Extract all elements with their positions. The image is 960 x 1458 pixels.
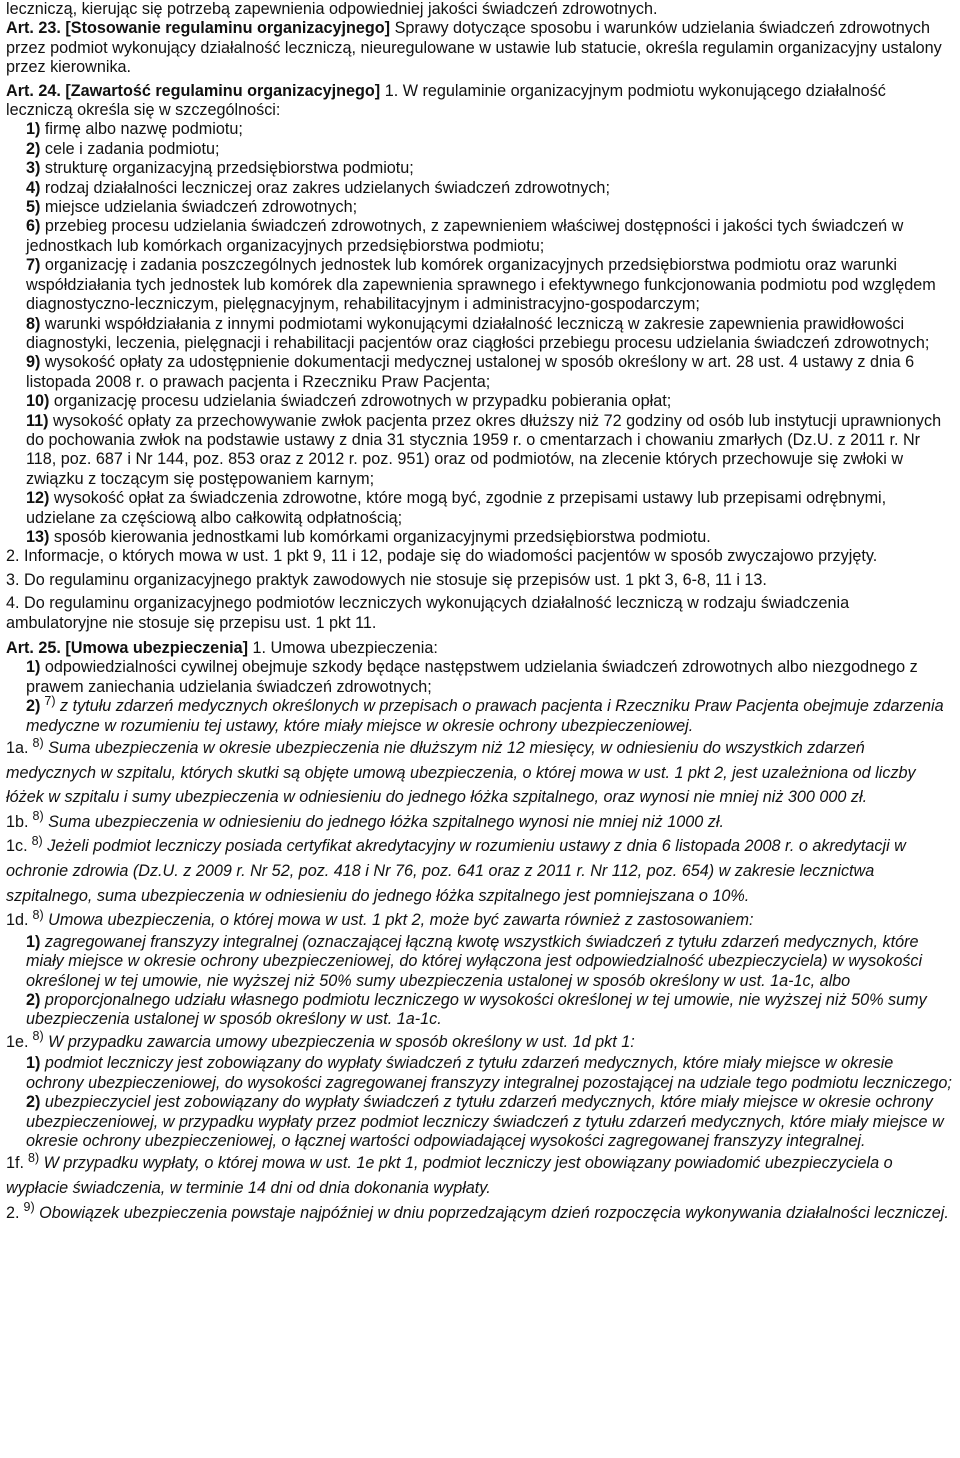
art25-para-1b: 1b. 8) Suma ubezpieczenia w odniesieniu do jednego łóżka szpitalnego wynosi nie mniej niż 1000 zł. — [6, 809, 724, 831]
list-item: 2) ubezpieczyciel jest zobowiązany do wypłaty świadczeń z tytułu zdarzeń medycznych, które miały miejsce w okresie ochrony ubezpieczeniowej, w przypadku wypłaty przez podmiot leczniczy świadczeń z tytułu zdarzeń medycznych, które miały miejsce w okresie ochrony ubezpieczeniowej, o łącznej wartości odpowiadającej wysokości zagregowanej franszyzy integralnej. — [26, 1093, 944, 1151]
art25-paragraph — [6, 639, 953, 658]
list-item: 8) warunki współdziałania z innymi podmiotami wykonującymi działalność leczniczą w zakresie zapewnienia prawidłowości diagnostyki, leczenia, pielęgnacji i rehabilitacji pacjentów oraz ciągłości przebiegu procesu udzielania świadczeń zdrowotnych; — [26, 314, 930, 352]
list-item: 1) firmę albo nazwę podmiotu; — [26, 120, 243, 139]
art25-para-1e: 1e. 8) W przypadku zawarcia umowy ubezpieczenia w sposób określony w ust. 1d pkt 1: — [6, 1029, 635, 1051]
art25-para-1a: 1a. 8) Suma ubezpieczenia w okresie ubezpieczenia nie dłuższym niż 12 miesięcy, w odniesieniu do wszystkich zdarzeń medycznych w szpitalu, których skutki są objęte umową ubezpieczenia, o której mowa w ust. 1 pkt 2, jest uzależniona od liczby łóżek w szpitalu i sumy ubezpieczenia w odniesieniu do jednego łóżka szpitalnego, oraz wynosi nie mniej niż 300 000 zł. — [6, 735, 916, 807]
art24-list — [6, 120, 953, 547]
art24-para-4: 4. Do regulaminu organizacyjnego podmiotów leczniczych wykonujących działalność leczniczą w rodzaju świadczenia ambulatoryjne nie stosuje się przepisu ust. 1 pkt 11. — [6, 594, 850, 632]
list-item: 1) odpowiedzialności cywilnej obejmuje szkody będące następstwem udzielania świadczeń zdrowotnych albo niezgodnego z prawem zaniechania udzielania świadczeń zdrowotnych; — [26, 658, 918, 696]
art25-text: 1. Umowa ubezpieczenia: — [252, 639, 438, 657]
list-item: 1) podmiot leczniczy jest zobowiązany do wypłaty świadczeń z tytułu zdarzeń medycznych, które miały miejsce w okresie ochrony ubezpieczeniowej, do wysokości zagregowanej franszyzy integralnej pozostającej na udziale tego podmiotu leczniczego; — [26, 1054, 952, 1092]
list-item: 10) organizację procesu udzielania świadczeń zdrowotnych w przypadku pobierania opłat; — [26, 392, 672, 411]
list-item: 3) strukturę organizacyjną przedsiębiorstwa podmiotu; — [26, 159, 414, 178]
art25-para-1f: 1f. 8) W przypadku wypłaty, o której mowa w ust. 1e pkt 1, podmiot leczniczy jest obowiązany powiadomić ubezpieczyciela o wypłacie świadczenia, w terminie 14 dni od dnia dokonania wypłaty. — [6, 1151, 893, 1198]
list-item: 2) proporcjonalnego udziału własnego podmiotu leczniczego w wysokości określonej w tej umowie, nie wyższej niż 50% sumy ubezpieczenia ustalonej w sposób określony w ust. 1a-1c. — [26, 991, 927, 1029]
list-item: 7) organizację i zadania poszczególnych jednostek lub komórek organizacyjnych przedsiębiorstwa podmiotu oraz warunki współdziałania tych jednostek lub komórek dla zapewnienia sprawnego i efektywnego funkcjonowania podmiotu pod względem diagnostyczno-leczniczym, pielęgnacyjnym, rehabilitacyjnym i administracyjno-gospodarczym; — [26, 256, 936, 314]
art23-text: Sprawy dotyczące sposobu i warunków udzielania świadczeń zdrowotnych przez podmiot wykonujący działalność leczniczą, nieuregulowane w ustawie lub statucie, określa regulamin organizacyjny ustalony przez kierownika. — [6, 19, 942, 77]
list-item: 1) zagregowanej franszyzy integralnej (oznaczającej łączną kwotę wszystkich świadczeń z tytułu zdarzeń medycznych, które miały miejsce w okresie ochrony ubezpieczeniowej, do której wyłączona jest odpowiedzialność ubezpieczyciela) w wysokości określonej w tej umowie, nie wyższej niż 50% sumy ubezpieczenia ustalonej w sposób określony w ust. 1a-1c, albo — [26, 932, 923, 990]
list-item: 9) wysokość opłaty za udostępnienie dokumentacji medycznej ustalonej w sposób określony w art. 28 ust. 4 ustawy z dnia 6 listopada 2008 r. o prawach pacjenta i Rzeczniku Praw Pacjenta; — [26, 353, 915, 391]
list-item: 11) wysokość opłaty za przechowywanie zwłok pacjenta przez okres dłuższy niż 72 godziny od osób lub instytucji uprawnionych do pochowania zwłok na podstawie ustawy z dnia 31 stycznia 1959 r. o cmentarzach i chowaniu zmarłych (Dz.U. z 2011 r. Nr 118, poz. 687 i Nr 144, poz. 853 oraz z 2012 r. poz. 951) oraz od podmiotów, na zlecenie których przechowuje się zwłoki w związku z toczącym się postępowaniem karnym; — [26, 411, 942, 488]
art24-paragraph — [6, 82, 953, 121]
list-item: 12) wysokość opłat za świadczenia zdrowotne, które mogą być, zgodnie z przepisami ustawy lub przepisami odrębnymi, udzielane za częściową albo całkowitą odpłatnością; — [26, 489, 887, 527]
art23-paragraph — [6, 19, 953, 77]
art24-text: 1. W regulaminie organizacyjnym podmiotu wykonującego działalność leczniczą określa się w szczególności: — [6, 81, 886, 120]
list-item: 13) sposób kierowania jednostkami lub komórkami organizacyjnymi przedsiębiorstwa podmiotu. — [26, 527, 711, 546]
intro-paragraph: leczniczą, kierując się potrzebą zapewnienia odpowiedniej jakości świadczeń zdrowotnych. — [6, 0, 658, 18]
list-item: 4) rodzaj działalności leczniczej oraz zakres udzielanych świadczeń zdrowotnych; — [26, 178, 610, 197]
art24-para-3: 3. Do regulaminu organizacyjnego praktyk zawodowych nie stosuje się przepisów ust. 1 pkt 3, 6-8, 11 i 13. — [6, 570, 767, 589]
art25-para-1d: 1d. 8) Umowa ubezpieczenia, o której mowa w ust. 1 pkt 2, może być zawarta również z zastosowaniem: — [6, 907, 754, 930]
art25-para-2: 2. 9) Obowiązek ubezpieczenia powstaje najpóźniej w dniu poprzedzającym dzień rozpoczęcia wykonywania działalności leczniczej. — [6, 1200, 949, 1222]
art23-heading: Art. 23. [Stosowanie regulaminu organizacyjnego] — [6, 19, 391, 38]
list-item: 2) 7) z tytułu zdarzeń medycznych określonych w przepisach o prawach pacjenta i Rzeczniku Praw Pacjenta obejmuje zdarzenia medyczne w rozumieniu tej ustawy, które miały miejsce w okresie ochrony ubezpieczeniowej. — [26, 693, 944, 735]
art25-para-1c: 1c. 8) Jeżeli podmiot leczniczy posiada certyfikat akredytacyjny w rozumieniu ustawy z dnia 6 listopada 2008 r. o akredytacji w ochronie zdrowia (Dz.U. z 2009 r. Nr 52, poz. 418 i Nr 76, poz. 641 oraz z 2011 r. Nr 112, poz. 654) w zakresie lecznictwa szpitalnego, suma ubezpieczenia w odniesieniu do jednego łóżka szpitalnego jest pomniejszana o 10%. — [6, 834, 906, 905]
art25-heading: Art. 25. [Umowa ubezpieczenia] — [6, 639, 248, 657]
list-item: 6) przebieg procesu udzielania świadczeń zdrowotnych, z zapewnieniem właściwej dostępności i jakości tych świadczeń w jednostkach lub komórkach organizacyjnych przedsiębiorstwa podmiotu; — [26, 217, 904, 255]
list-item: 2) cele i zadania podmiotu; — [26, 139, 220, 158]
art24-heading: Art. 24. [Zawartość regulaminu organizacyjnego] — [6, 81, 381, 100]
art24-para-2: 2. Informacje, o których mowa w ust. 1 pkt 9, 11 i 12, podaje się do wiadomości pacjentów w sposób zwyczajowo przyjęty. — [6, 547, 878, 566]
list-item: 5) miejsce udzielania świadczeń zdrowotnych; — [26, 198, 358, 217]
